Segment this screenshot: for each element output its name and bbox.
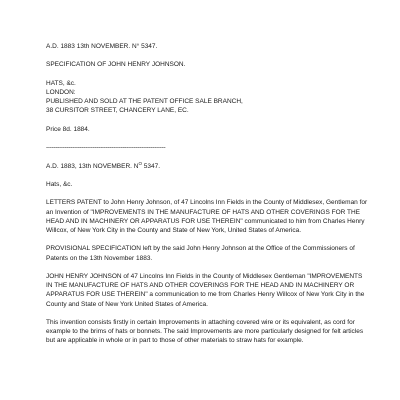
body-date-prefix: A.D. 1883, 13th NOVEMBER. N: [46, 162, 139, 170]
header-date-line: A.D. 1883 13th NOVEMBER. N° 5347.: [46, 43, 158, 50]
publication-address: 38 CURSITOR STREET, CHANCERY LANE, EC.: [46, 107, 189, 115]
johnson-paragraph: JOHN HENRY JOHNSON of 47 Lincolns Inn Fields in the County of Middlesex Gentleman "IMPROVEMENTS IN THE MANUFACTURE OF HATS AND OTHER COVERINGS FOR THE HEAD AND IN MACHINERY OR APPARATUS FOR USE THEREIN" a communication to me from Charles Henry Willcox of New York City in the County and State of New York United States of America.: [46, 272, 365, 308]
publication-publisher: PUBLISHED AND SOLD AT THE PATENT OFFICE SALE BRANCH,: [46, 98, 243, 106]
body-date-suffix: 5347.: [142, 162, 161, 170]
publication-subject: HATS, &c.: [46, 79, 76, 87]
publication-city: LONDON:: [46, 88, 76, 96]
letters-patent-paragraph: LETTERS PATENT to John Henry Johnson, of 47 Lincolns Inn Fields in the County of Middlesex, Gentleman for an Invention of "IMPROVEMENTS IN THE MANUFACTURE OF HATS AND OTHER COVERINGS FOR THE HEAD AND IN MACHINERY OR APPARATUS FOR USE THEREIN" communicated to him from Charles Henry Willcox, of New York City in the County and State of New York, United States of America.: [46, 199, 368, 234]
body-date-superscript: O: [138, 160, 142, 166]
body-subject: Hats, &c.: [46, 180, 73, 188]
publication-block: [46, 79, 368, 116]
separator-line: ----------------------------------------------------------------: [46, 144, 166, 152]
price-line: Price 8d. 1884.: [46, 125, 90, 133]
body-date-line: [46, 162, 368, 171]
invention-paragraph: This invention consists firstly in certain Improvements in attaching covered wire or its equivalent, as cord for example to the brims of hats or bonnets. The said Improvements are more particularly designed for felt articles but are applicable in whole or in part to those of other materials to straw hats for example.: [46, 318, 364, 345]
patent-document: [46, 42, 368, 355]
specification-title: SPECIFICATION OF JOHN HENRY JOHNSON.: [46, 61, 186, 69]
provisional-paragraph: PROVISIONAL SPECIFICATION left by the said John Henry Johnson at the Office of the Commissioners of Patents on the 13th November 1883.: [46, 245, 355, 262]
